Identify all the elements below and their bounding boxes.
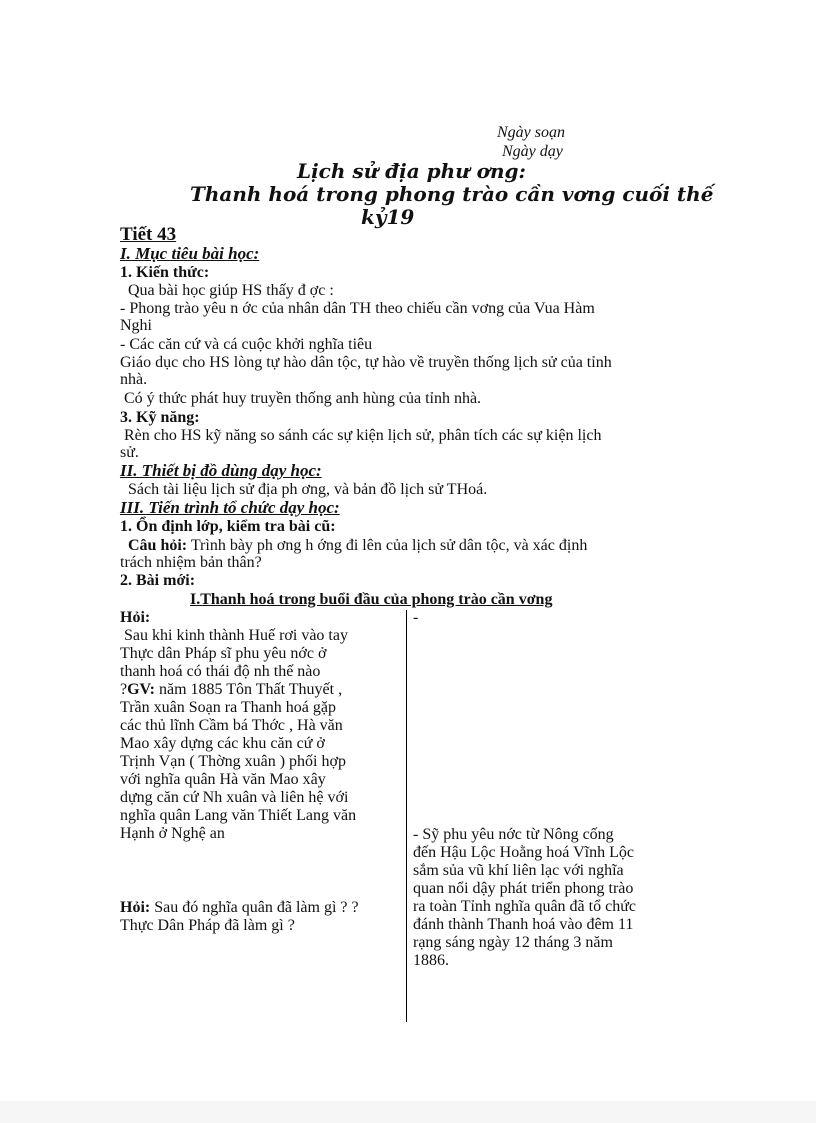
left-line-0: Sau khi kinh thành Huế rơi vào tay [124,627,348,644]
question-text: Trình bày ph ơng h ớng đi lên của lịch sử dân tộc, và xác định [187,537,588,554]
gv-line-1: các thủ lĩnh Cầm bá Thớc , Hà văn [120,717,343,734]
left-question-2-label: Hỏi: [120,899,151,916]
gv-line-4: với nghĩa quân Hà văn Mao xây [120,771,326,788]
gv-line-2: Mao xây dựng các khu căn cứ ở [120,735,325,752]
table-column-divider [406,610,407,1022]
section-objectives-heading: I. Mục tiêu bài học: [120,244,260,263]
title-line-3: kỷ19 [361,205,415,229]
gv-line-7: Hạnh ở Nghệ an [120,825,225,842]
right-line-2: sắm sủa vũ khí liên lạc với nghĩa [413,862,624,879]
left-line-2: thanh hoá có thái độ nh thế nào [120,663,321,680]
part-heading: I.Thanh hoá trong buổi đầu của phong trào cần vơng [190,591,553,608]
right-line-1: đến Hậu Lộc Hoằng hoá Vĩnh Lộc [413,844,634,861]
left-gv-line [120,681,398,699]
knowledge-item-1: - Phong trào yêu n ớc của nhân dân TH theo chiếu cần vơng của Vua Hàm [120,300,595,317]
attitude-text-2: Có ý thức phát huy truyền thống anh hùng của tỉnh nhà. [124,390,482,407]
knowledge-item-1-cont: Nghi [120,317,152,334]
attitude-text: Giáo dục cho HS lòng tự hào dân tộc, tự hào về truyền thống lịch sử của tỉnh [120,354,612,371]
right-line-3: quan nổi dậy phát triển phong trào [413,880,634,897]
knowledge-heading: 1. Kiến thức: [120,264,210,281]
prep-date-label: Ngày soạn [497,124,565,141]
question-label: Câu hỏi: [128,537,188,554]
gv-line-6: nghĩa quân Lang văn Thiết Lang văn [120,807,357,824]
gv-line-0: Trần xuân Soạn ra Thanh hoá gặp [120,699,336,716]
right-line-6: rạng sáng ngày 12 tháng 3 năm [413,934,613,951]
right-line-4: ra toàn Tỉnh nghĩa quân đã tổ chức [413,898,636,915]
right-answer-block [413,826,693,970]
right-line-0: - Sỹ phu yêu nớc từ Nông cống [413,826,614,843]
left-question-label: Hỏi: [120,609,151,626]
section-equipment-heading: II. Thiết bị đồ dùng dạy học: [120,461,322,480]
gv-text-first: năm 1885 Tôn Thất Thuyết , [154,681,343,698]
left-question-2-text: Sau đó nghĩa quân đã làm gì ? ? [150,899,359,916]
knowledge-intro: Qua bài học giúp HS thấy đ ợc : [128,282,334,299]
left-question-2 [120,899,359,917]
skill-text: Rèn cho HS kỹ năng so sánh các sự kiện lịch sử, phân tích các sự kiện lịch [124,427,602,444]
step-1-heading: 1. Ổn định lớp, kiểm tra bài cũ: [120,518,336,535]
skill-heading: 3. Kỹ năng: [120,409,200,426]
review-question-cont: trách nhiệm bản thân? [120,554,262,571]
right-dash: - [413,609,419,626]
title-line-2: Thanh hoá trong phong trào cần vơng cuối thế [190,182,714,206]
question-mark: ? [120,681,128,698]
gv-line-3: Trịnh Vạn ( Thờng xuân ) phối hợp [120,753,346,770]
left-line-1: Thực dân Pháp sĩ phu yêu nớc ở [120,645,327,662]
attitude-text-cont: nhà. [120,371,148,388]
gv-line-5: dựng căn cứ Nh xuân và liên hệ với [120,789,349,806]
review-question [128,537,587,555]
right-line-7: 1886. [413,952,449,969]
gv-label: GV: [127,681,155,698]
page-footer-strip [0,1101,816,1123]
left-question-2-cont: Thực Dân Pháp đã làm gì ? [120,917,295,934]
skill-text-cont: sử. [120,444,139,461]
title-line-1: Lịch sử địa phư ơng: [297,159,526,183]
section-process-heading: III. Tiến trình tổ chức dạy học: [120,498,340,517]
step-2-heading: 2. Bài mới: [120,572,196,589]
knowledge-item-2: - Các căn cứ và cá cuộc khởi nghĩa tiêu [120,336,373,353]
left-question-block [120,627,398,843]
right-line-5: đánh thành Thanh hoá vào đêm 11 [413,916,634,933]
equipment-text: Sách tài liệu lịch sử địa ph ơng, và bản đồ lịch sử THoá. [128,481,488,498]
teach-date-label: Ngày dạy [502,143,563,160]
lesson-number: Tiết 43 [120,224,177,245]
